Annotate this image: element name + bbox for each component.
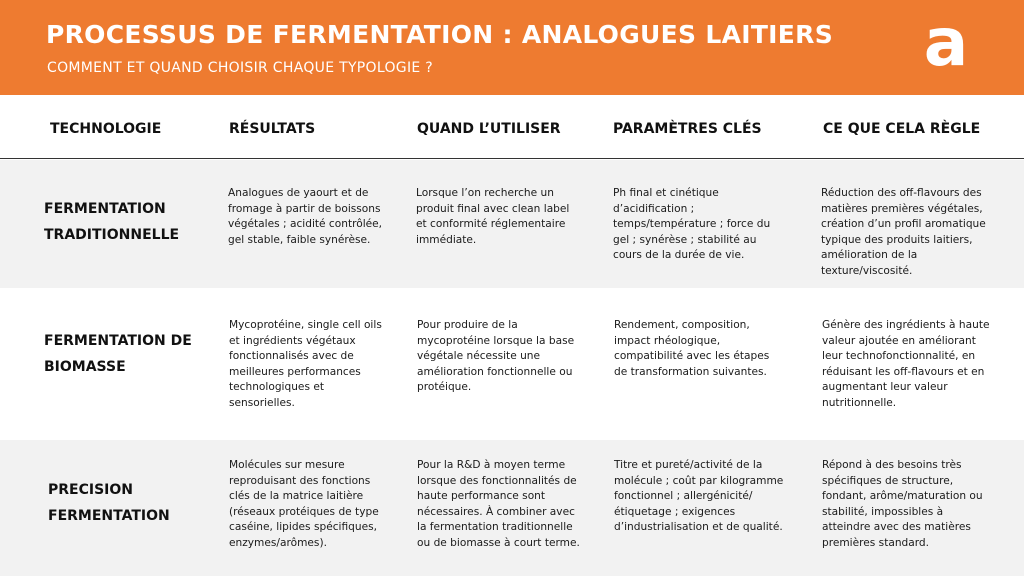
technology-label: PRECISION FERMENTATION (48, 482, 170, 524)
when-cell: Pour produire de la mycoprotéine lorsque la base végétale nécessite une amélioration fonctionnelle ou protéique. (417, 319, 575, 394)
column-header-regle: CE QUE CELA RÈGLE (823, 121, 981, 137)
results-cell: Analogues de yaourt et de fromage à partir de boissons végétales ; acidité contrôlée, gel stable, faible synérèse. (228, 187, 383, 246)
table-header (0, 95, 1024, 159)
technology-label: FERMENTATION DE BIOMASSE (44, 333, 192, 375)
brand-logo: a (923, 4, 969, 81)
params-cell: Ph final et cinétique d’acidification ; temps/température ; force du gel ; synérèse ; stabilité au cours de la durée de vie. (613, 187, 771, 262)
params-cell: Titre et pureté/activité de la molécule ; coût par kilogramme fonctionnel ; allergénicité/ étiquetage ; exigences d’industrialisation et de qualité. (614, 459, 784, 534)
table-row (0, 160, 1024, 288)
params-cell: Rendement, composition, impact rhéologique, compatibilité avec les étapes de transformation suivantes. (614, 319, 770, 378)
results-cell: Molécules sur mesure reproduisant des fonctions clés de la matrice laitière (réseaux protéiques de type caséine, lipides spécifiques, enzymes/arômes). (229, 459, 379, 549)
column-header-parametres: PARAMÈTRES CLÉS (613, 121, 762, 137)
header-banner (0, 0, 1024, 95)
technology-label: FERMENTATION TRADITIONNELLE (44, 201, 180, 243)
results-cell: Mycoprotéine, single cell oils et ingrédients végétaux fonctionnalisés avec de meilleures performances technologiques et sensorielles. (229, 319, 382, 409)
column-header-resultats: RÉSULTATS (229, 121, 316, 137)
page-subtitle: COMMENT ET QUAND CHOISIR CHAQUE TYPOLOGIE ? (47, 60, 433, 76)
when-cell: Lorsque l’on recherche un produit final avec clean label et conformité réglementaire immédiate. (416, 187, 570, 246)
page-title: PROCESSUS DE FERMENTATION : ANALOGUES LAITIERS (46, 20, 834, 49)
column-header-technologie: TECHNOLOGIE (50, 121, 162, 137)
solves-cell: Répond à des besoins très spécifiques de structure, fondant, arôme/maturation ou stabilité, impossibles à atteindre avec des matières premières standard. (822, 459, 983, 549)
table-row (0, 440, 1024, 576)
table-row (0, 288, 1024, 440)
solves-cell: Réduction des off-flavours des matières premières végétales, création d’un profil aromatique typique des produits laitiers, amélioration de la texture/viscosité. (821, 187, 986, 277)
column-header-quand: QUAND L’UTILISER (417, 121, 561, 137)
when-cell: Pour la R&D à moyen terme lorsque des fonctionnalités de haute performance sont nécessaires. À combiner avec la fermentation traditionnelle ou de biomasse à court terme. (417, 459, 580, 549)
solves-cell: Génère des ingrédients à haute valeur ajoutée en améliorant leur technofonctionnalité, en réduisant les off-flavours et en augmentant leur valeur nutritionnelle. (822, 319, 990, 409)
